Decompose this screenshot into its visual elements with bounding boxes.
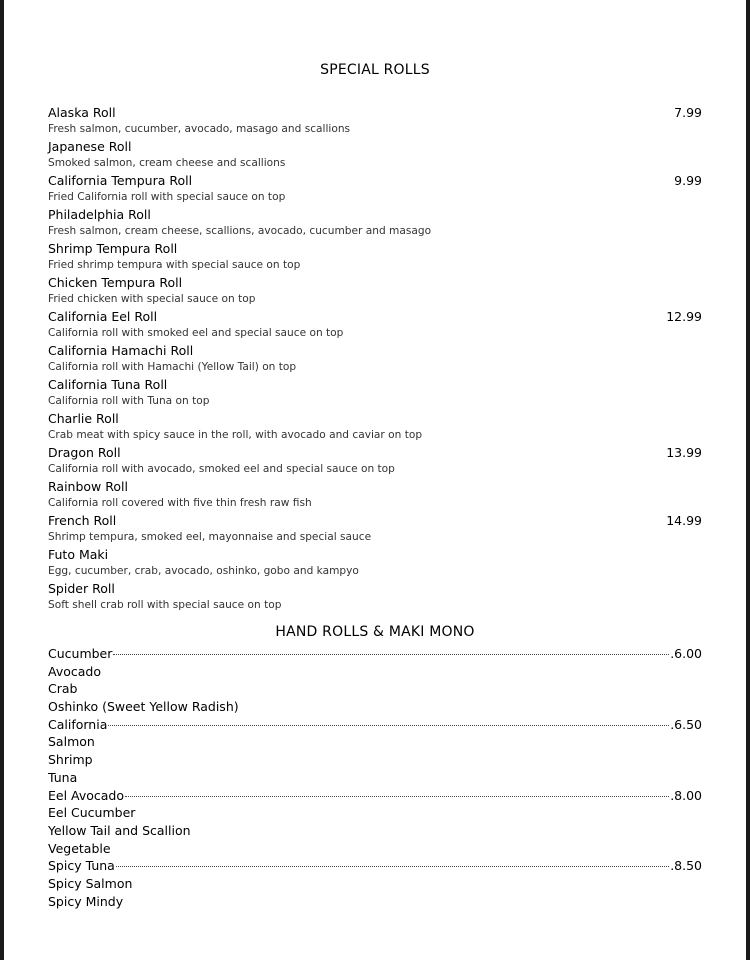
hand-roll-item [48,769,702,787]
special-roll-item [48,376,702,410]
roll-description: California roll covered with five thin fresh raw fish [48,497,312,509]
roll-name: Alaska Roll [48,105,116,120]
roll-description: Egg, cucumber, crab, avocado, oshinko, gobo and kampyo [48,565,359,577]
hand-roll-item [48,804,702,822]
roll-name: French Roll [48,513,117,528]
special-roll-item [48,206,702,240]
roll-name: Philadelphia Roll [48,207,151,222]
roll-name: Japanese Roll [48,139,132,154]
hand-roll-price: .8.50 [670,858,702,874]
special-roll-item [48,580,702,614]
page-right-edge [746,0,750,960]
hand-roll-item [48,822,702,840]
special-roll-item [48,410,702,444]
hand-roll-item [48,733,702,751]
special-roll-item [48,274,702,308]
roll-description: California roll with smoked eel and special sauce on top [48,327,344,339]
page-left-edge [0,0,4,960]
hand-roll-item [48,663,702,681]
hand-roll-name: Spicy Mindy [48,893,124,909]
hand-roll-name: Cucumber [48,646,113,661]
hand-roll-price: .8.00 [670,787,702,803]
roll-price: 12.99 [666,309,702,324]
roll-description: Fried shrimp tempura with special sauce on top [48,259,301,271]
hand-roll-name: Eel Avocado [48,787,125,803]
special-roll-item [48,546,702,580]
roll-description: Fresh salmon, cream cheese, scallions, avocado, cucumber and masago [48,225,432,237]
roll-price: 14.99 [666,513,702,528]
roll-name: Rainbow Roll [48,479,128,494]
special-roll-item [48,104,702,138]
hand-roll-item [48,840,702,858]
hand-roll-name: Spicy Salmon [48,875,133,891]
hand-roll-item [48,716,702,734]
dot-leader [108,725,669,726]
roll-name: Dragon Roll [48,445,121,460]
special-rolls-list [48,104,702,614]
roll-description: Crab meat with spicy sauce in the roll, with avocado and caviar on top [48,429,423,441]
roll-price: 9.99 [674,173,702,188]
hand-roll-item [48,787,702,805]
roll-price: 7.99 [674,105,702,120]
hand-roll-name: Crab [48,681,78,697]
dot-leader [116,866,669,867]
dot-leader [113,654,669,655]
hand-roll-item [48,875,702,893]
hand-roll-name: Spicy Tuna [48,858,115,874]
hand-roll-item [48,893,702,911]
roll-description: Fried California roll with special sauce on top [48,191,286,203]
hand-roll-name: Oshinko (Sweet Yellow Radish) [48,699,239,715]
roll-name: Charlie Roll [48,411,119,426]
hand-roll-name: Salmon [48,734,95,750]
hand-roll-item [48,857,702,875]
special-roll-item [48,444,702,478]
roll-description: Soft shell crab roll with special sauce on top [48,599,282,611]
hand-rolls-title: HAND ROLLS & MAKI MONO [275,624,475,640]
special-roll-item [48,240,702,274]
hand-roll-price: .6.00 [670,646,702,661]
roll-description: Fresh salmon, cucumber, avocado, masago and scallions [48,123,351,135]
hand-roll-name: Eel Cucumber [48,805,136,821]
roll-description: Fried chicken with special sauce on top [48,293,256,305]
roll-description: California roll with Tuna on top [48,395,210,407]
hand-roll-name: Avocado [48,663,101,679]
hand-roll-name: Shrimp [48,752,93,768]
roll-description: Shrimp tempura, smoked eel, mayonnaise and special sauce [48,531,372,543]
roll-price: 13.99 [666,445,702,460]
special-roll-item [48,512,702,546]
hand-rolls-list [48,645,702,910]
roll-name: Shrimp Tempura Roll [48,241,178,256]
hand-roll-price: .6.50 [670,716,702,732]
roll-name: California Hamachi Roll [48,343,194,358]
hand-roll-item [48,645,702,663]
hand-roll-name: Vegetable [48,840,111,856]
roll-description: California roll with avocado, smoked eel and special sauce on top [48,463,395,475]
special-roll-item [48,342,702,376]
special-roll-item [48,138,702,172]
hand-roll-name: California [48,716,108,732]
special-rolls-title: SPECIAL ROLLS [320,62,430,78]
hand-roll-item [48,698,702,716]
roll-description: Smoked salmon, cream cheese and scallions [48,157,286,169]
roll-name: Futo Maki [48,547,109,562]
hand-roll-name: Tuna [48,769,78,785]
hand-roll-name: Yellow Tail and Scallion [48,822,191,838]
hand-roll-item [48,680,702,698]
special-roll-item [48,308,702,342]
roll-name: Chicken Tempura Roll [48,275,183,290]
roll-name: California Tempura Roll [48,173,193,188]
special-roll-item [48,172,702,206]
roll-name: California Eel Roll [48,309,158,324]
dot-leader [125,796,669,797]
roll-name: Spider Roll [48,581,115,596]
roll-description: California roll with Hamachi (Yellow Tail) on top [48,361,297,373]
special-roll-item [48,478,702,512]
roll-name: California Tuna Roll [48,377,168,392]
hand-roll-item [48,751,702,769]
